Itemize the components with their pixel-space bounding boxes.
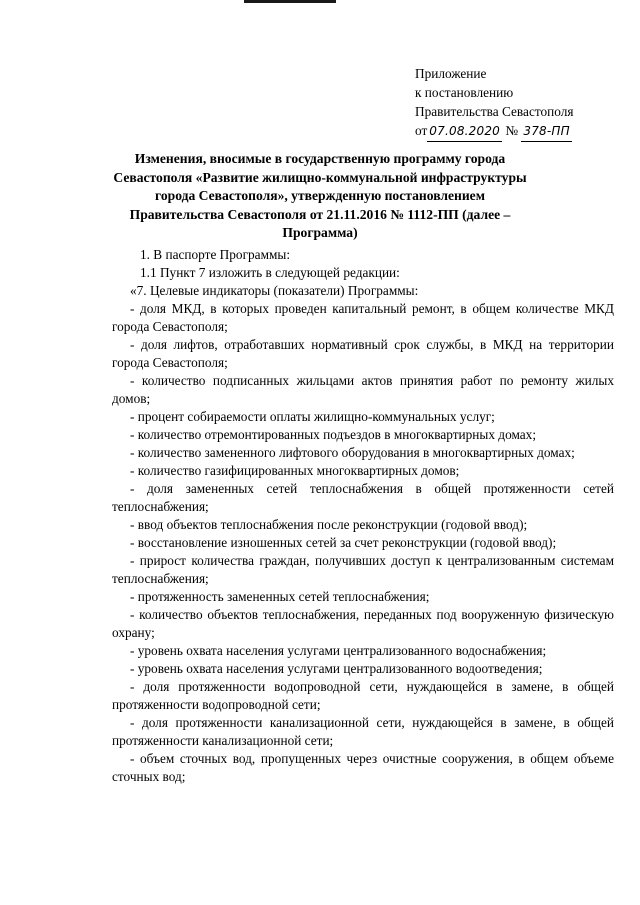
subsection-heading: 1.1 Пункт 7 изложить в следующей редакции:: [140, 265, 400, 280]
indicator-item: - количество подписанных жильцами актов принятия работ по ремонту жилых домов;: [112, 373, 614, 406]
indicator-item: - доля лифтов, отработавших нормативный срок службы, в МКД на территории города Севастополя;: [112, 337, 614, 370]
indicator-item: - уровень охвата населения услугами централизованного водоснабжения;: [130, 643, 547, 658]
indicators-intro: «7. Целевые индикаторы (показатели) Программы:: [130, 283, 419, 298]
handwritten-number: 378-ПП: [521, 122, 571, 142]
appendix-heading: Приложение: [415, 66, 487, 81]
indicator-item: - объем сточных вод, пропущенных через очистные сооружения, в общем объеме сточных вод;: [112, 751, 614, 784]
indicator-item: - количество объектов теплоснабжения, переданных под вооруженную физическую охрану;: [112, 607, 614, 640]
indicator-item: - восстановление изношенных сетей за счет реконструкции (годовой ввод);: [130, 535, 557, 550]
section-heading: 1. В паспорте Программы:: [140, 247, 291, 262]
indicator-item: - доля МКД, в которых проведен капитальный ремонт, в общем количестве МКД города Севастополя;: [112, 301, 614, 334]
indicator-item: - доля замененных сетей теплоснабжения в общей протяженности сетей теплоснабжения;: [112, 481, 614, 514]
document-body: [112, 246, 614, 786]
indicator-item: - процент собираемости оплаты жилищно-коммунальных услуг;: [130, 409, 495, 424]
indicator-item: - доля протяженности канализационной сети, нуждающейся в замене, в общей протяженности канализационной сети;: [112, 715, 614, 748]
appendix-line: Правительства Севастополя: [415, 104, 574, 119]
indicator-item: - количество замененного лифтового оборудования в многоквартирных домах;: [130, 445, 575, 460]
indicator-item: - количество отремонтированных подъездов в многоквартирных домах;: [130, 427, 537, 442]
handwritten-date: 07.08.2020: [427, 122, 502, 142]
appendix-from: от: [415, 123, 428, 138]
indicator-item: - прирост количества граждан, получивших доступ к централизованным системам теплоснабжения;: [112, 553, 614, 586]
indicator-item: - количество газифицированных многоквартирных домов;: [130, 463, 460, 478]
indicator-item: - доля протяженности водопроводной сети, нуждающейся в замене, в общей протяженности водопроводной сети;: [112, 679, 614, 712]
appendix-line: к постановлению: [415, 85, 514, 100]
scan-edge-mark: [244, 0, 336, 3]
appendix-block: [415, 64, 573, 142]
document-title: Изменения, вносимые в государственную программу города Севастополя «Развитие жилищно-коммунальной инфраструктуры города Севастополя», утвержденную постановлением Правительства Севастополя от 21.11.2016 № 1112-ПП (далее – Программа): [113, 151, 527, 241]
indicator-item: - протяженность замененных сетей теплоснабжения;: [130, 589, 430, 604]
number-sign: №: [505, 123, 519, 138]
indicator-item: - ввод объектов теплоснабжения после реконструкции (годовой ввод);: [130, 517, 528, 532]
indicator-item: - уровень охвата населения услугами централизованного водоотведения;: [130, 661, 543, 676]
appendix-date-line: [415, 121, 573, 142]
